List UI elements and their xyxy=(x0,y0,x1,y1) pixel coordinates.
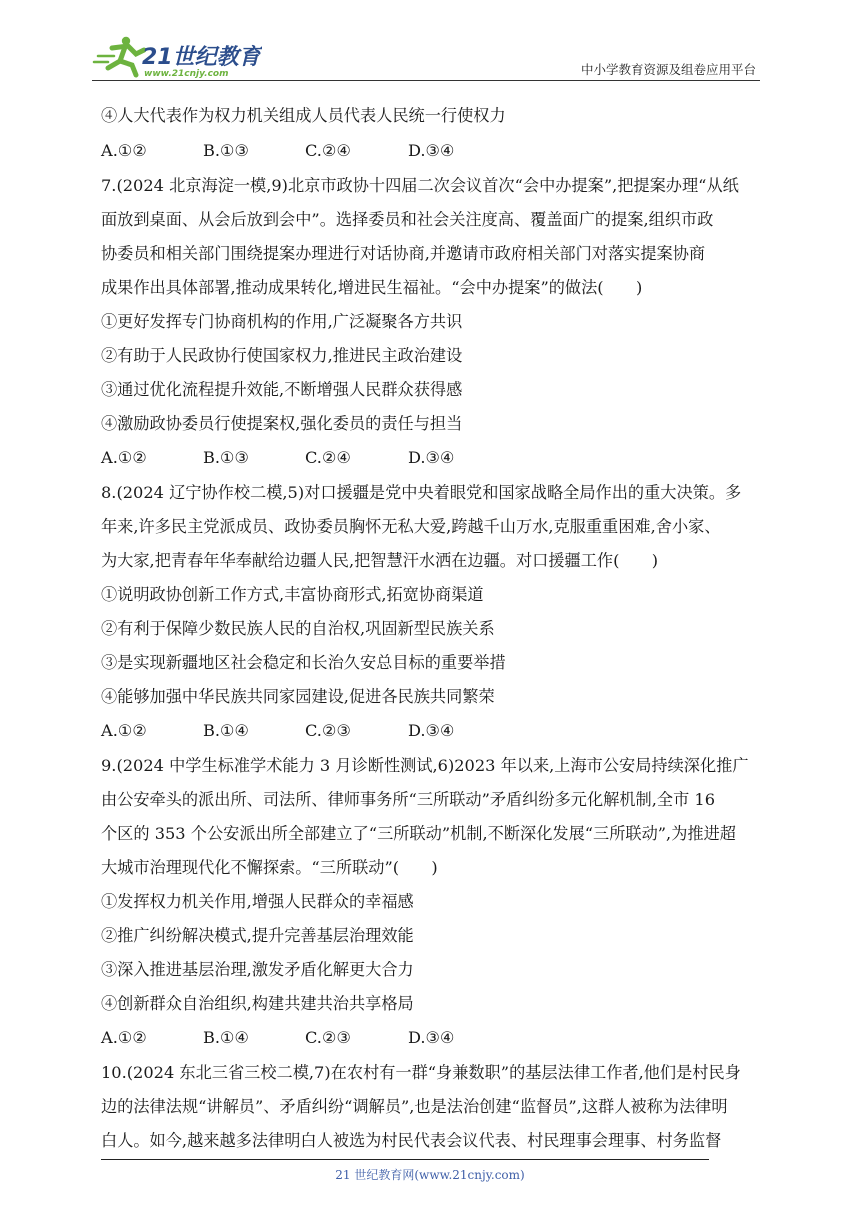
footer-divider xyxy=(101,1159,709,1160)
option-a: A.①② xyxy=(101,1028,147,1047)
text-line: 大城市治理现代化不懈探索。“三所联动”( ) xyxy=(101,858,438,877)
statement: ①更好发挥专门协商机构的作用,广泛凝聚各方共识 xyxy=(101,312,463,331)
text-line: 边的法律法规“讲解员”、矛盾纠纷“调解员”,也是法治创建“监督员”,这群人被称为法律明 xyxy=(101,1097,728,1116)
option-a: A.①② xyxy=(101,141,147,160)
text-line: 由公安牵头的派出所、司法所、律师事务所“三所联动”矛盾纠纷多元化解机制,全市 16 xyxy=(101,790,715,809)
text-line: 白人。如今,越来越多法律明白人被选为村民代表会议代表、村民理事会理事、村务监督 xyxy=(101,1131,722,1150)
runner-icon xyxy=(94,37,144,75)
question-7-stem: 7.(2024 北京海淀一模,9)北京市政协十四届二次会议首次“会中办提案”,把提案办理“从纸 xyxy=(101,176,739,195)
text-line: 为大家,把青春年华奉献给边疆人民,把智慧汗水洒在边疆。对口援疆工作( ) xyxy=(101,551,659,570)
platform-name: 中小学教育资源及组卷应用平台 xyxy=(580,62,756,77)
text-line: ④人大代表作为权力机关组成人员代表人民统一行使权力 xyxy=(101,106,506,125)
statement: ④创新群众自治组织,构建共建共治共享格局 xyxy=(101,994,414,1013)
option-a: A.①② xyxy=(101,448,147,467)
text-line: 成果作出具体部署,推动成果转化,增进民生福祉。“会中办提案”的做法( ) xyxy=(101,278,643,297)
option-c: C.②③ xyxy=(305,721,351,740)
svg-text:21世纪教育: 21世纪教育 xyxy=(142,45,261,70)
option-b: B.①③ xyxy=(203,141,250,160)
statement: ③深入推进基层治理,激发矛盾化解更大合力 xyxy=(101,960,414,979)
option-d: D.③④ xyxy=(408,1028,455,1047)
question-9-stem: 9.(2024 中学生标准学术能力 3 月诊断性测试,6)2023 年以来,上海市公安局持续深化推广 xyxy=(101,756,749,775)
option-b: B.①④ xyxy=(203,721,250,740)
statement: ①发挥权力机关作用,增强人民群众的幸福感 xyxy=(101,892,414,911)
option-a: A.①② xyxy=(101,721,147,740)
statement: ②有利于保障少数民族人民的自治权,巩固新型民族关系 xyxy=(101,619,495,638)
question-8-stem: 8.(2024 辽宁协作校二模,5)对口援疆是党中央着眼党和国家战略全局作出的重大决策。多 xyxy=(101,483,742,502)
option-b: B.①④ xyxy=(203,1028,250,1047)
option-c: C.②④ xyxy=(305,141,351,160)
option-d: D.③④ xyxy=(408,721,455,740)
option-d: D.③④ xyxy=(408,448,455,467)
statement: ③是实现新疆地区社会稳定和长治久安总目标的重要举措 xyxy=(101,653,506,672)
svg-text:www.21cnjy.com: www.21cnjy.com xyxy=(144,69,229,78)
text-line: 面放到桌面、从会后放到会中”。选择委员和社会关注度高、覆盖面广的提案,组织市政 xyxy=(101,210,714,229)
statement: ④激励政协委员行使提案权,强化委员的责任与担当 xyxy=(101,414,463,433)
question-10-stem: 10.(2024 东北三省三校二模,7)在农村有一群“身兼数职”的基层法律工作者,他们是村民身 xyxy=(101,1063,741,1082)
option-d: D.③④ xyxy=(408,141,455,160)
option-c: C.②④ xyxy=(305,448,351,467)
statement: ②推广纠纷解决模式,提升完善基层治理效能 xyxy=(101,926,414,945)
text-line: 个区的 353 个公安派出所全部建立了“三所联动”机制,不断深化发展“三所联动”,为推进超 xyxy=(101,824,736,843)
option-c: C.②③ xyxy=(305,1028,351,1047)
statement: ①说明政协创新工作方式,丰富协商形式,拓宽协商渠道 xyxy=(101,585,484,604)
logo-21cnjy xyxy=(92,34,262,78)
header-divider xyxy=(92,80,760,81)
page-header xyxy=(92,30,760,80)
statement: ③通过优化流程提升效能,不断增强人民群众获得感 xyxy=(101,380,463,399)
text-line: 协委员和相关部门围绕提案办理进行对话协商,并邀请市政府相关部门对落实提案协商 xyxy=(101,244,706,263)
footer-link[interactable]: 21 世纪教育网(www.21cnjy.com) xyxy=(335,1168,525,1182)
statement: ④能够加强中华民族共同家园建设,促进各民族共同繁荣 xyxy=(101,687,495,706)
statement: ②有助于人民政协行使国家权力,推进民主政治建设 xyxy=(101,346,463,365)
text-line: 年来,许多民主党派成员、政协委员胸怀无私大爱,跨越千山万水,克服重重困难,舍小家、 xyxy=(101,517,721,536)
option-b: B.①③ xyxy=(203,448,250,467)
